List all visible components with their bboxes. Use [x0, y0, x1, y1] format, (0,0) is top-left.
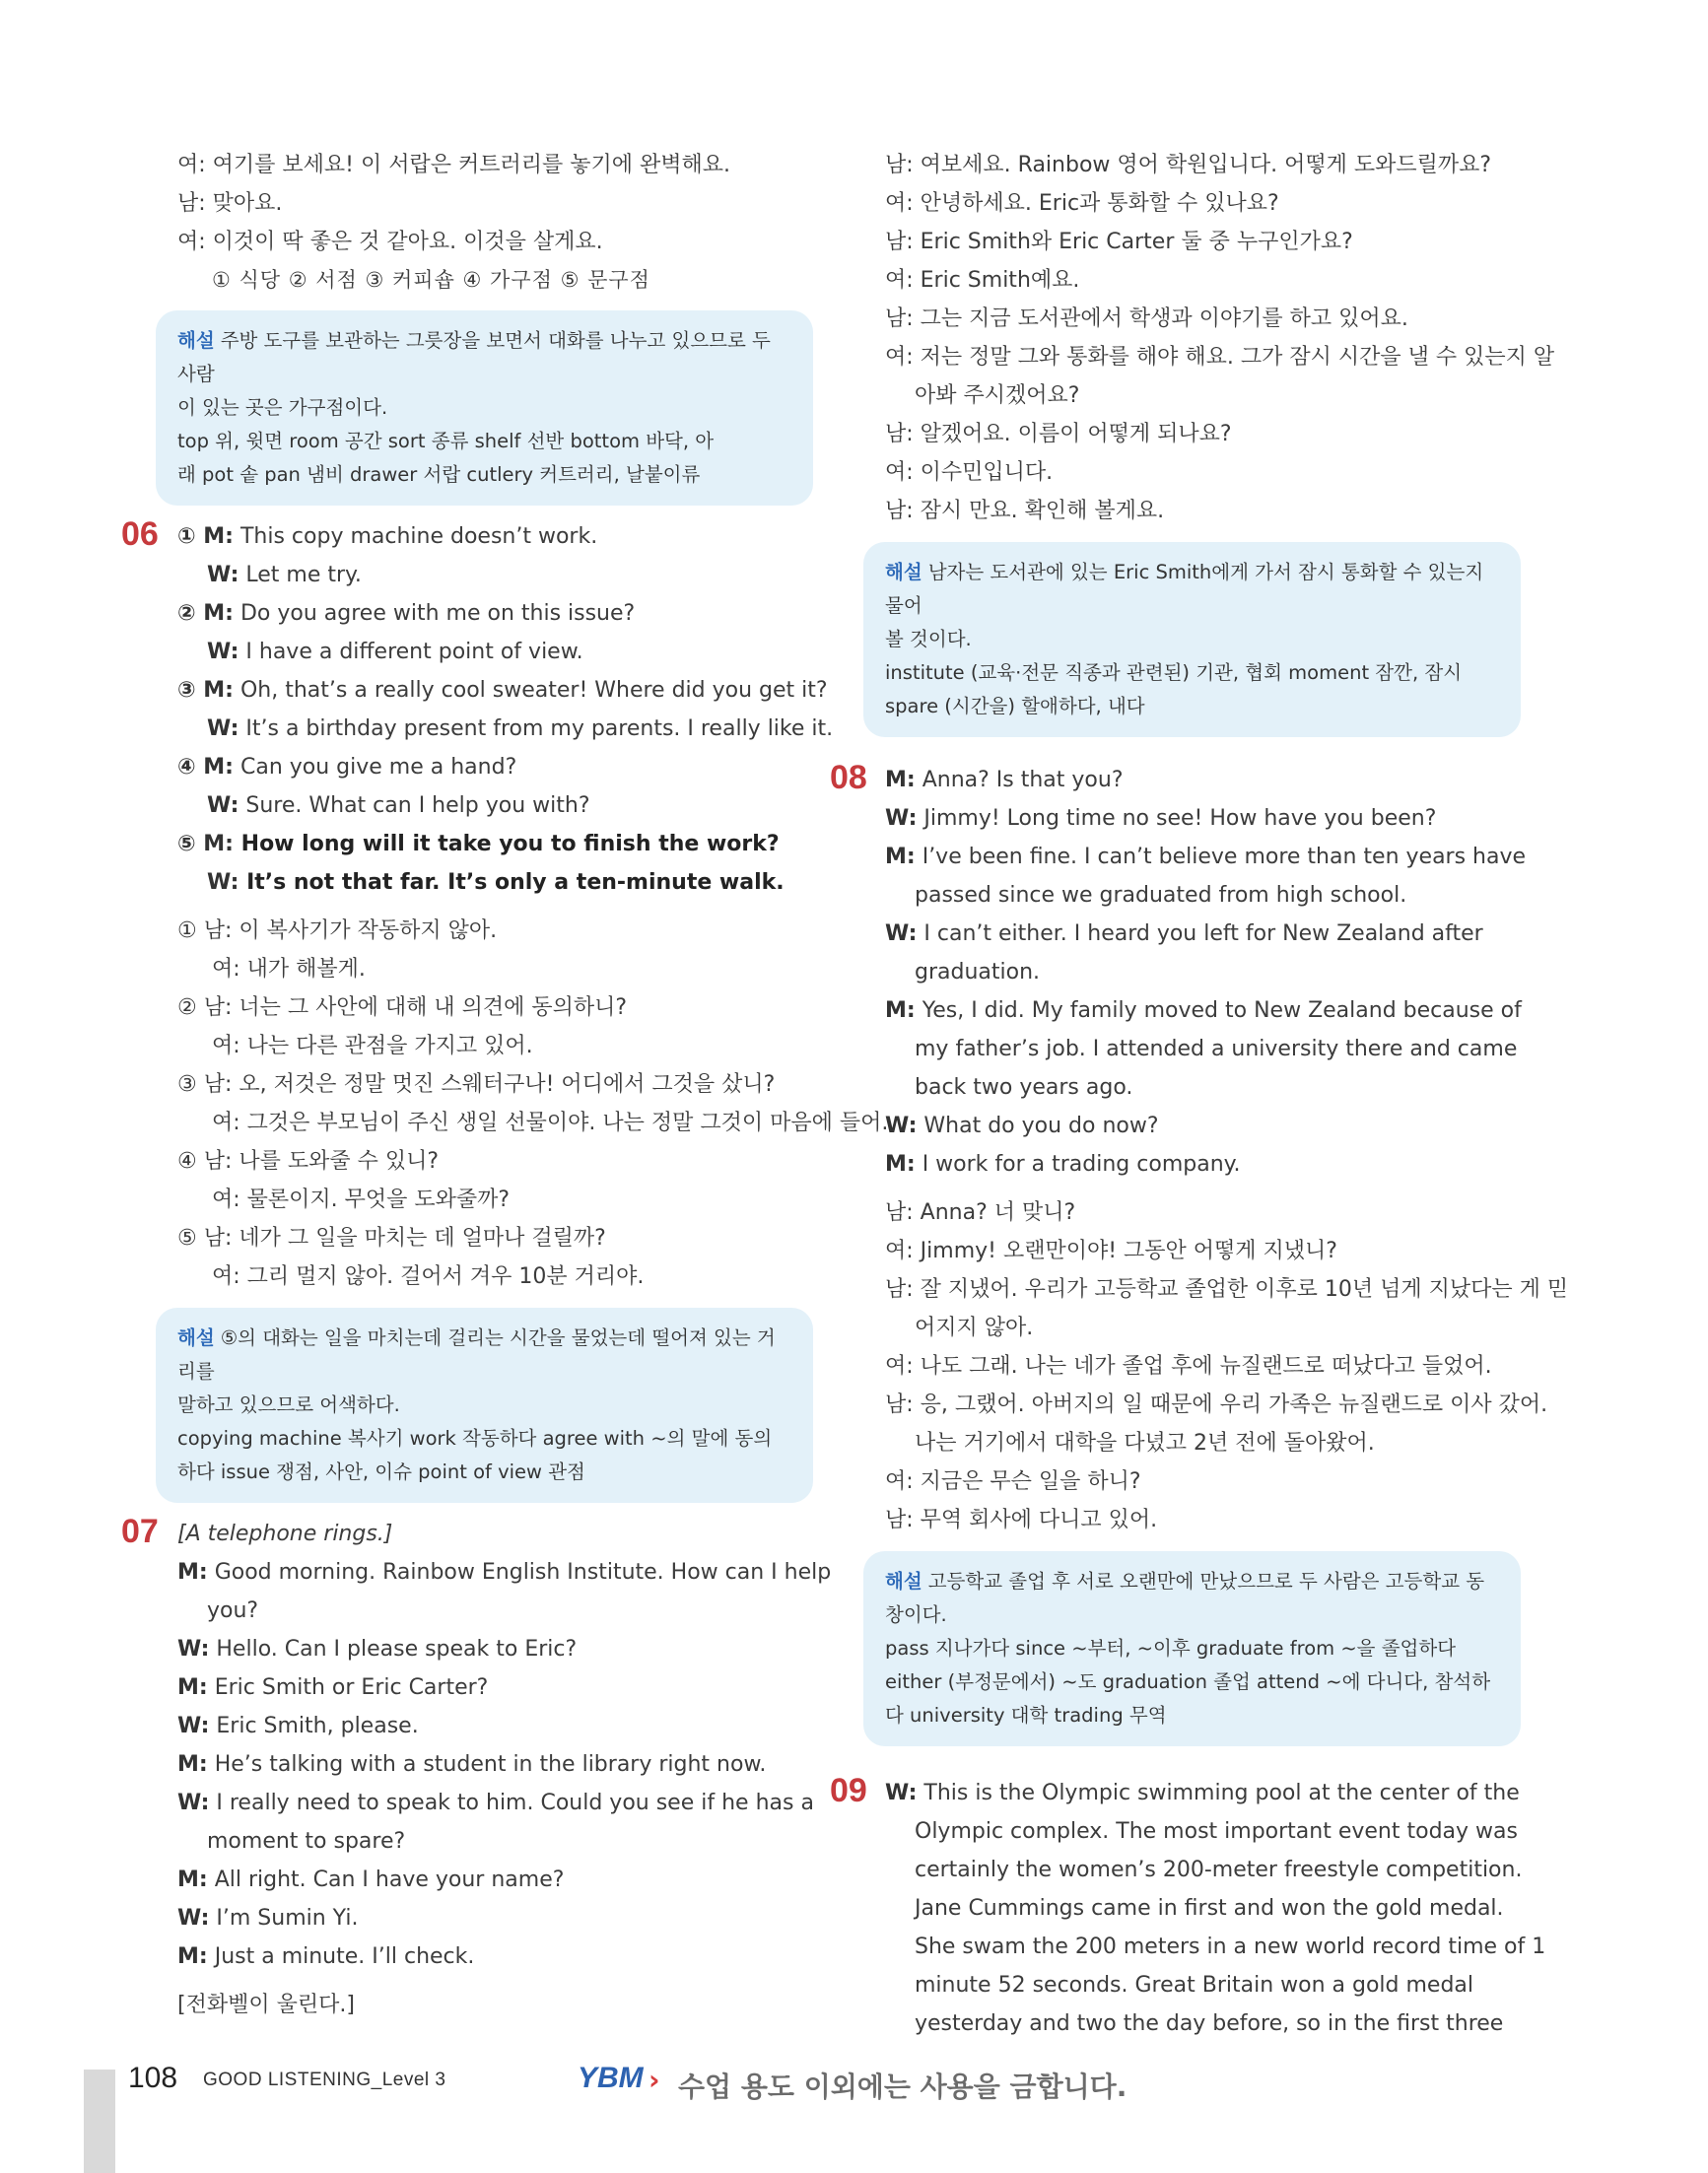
explanation-text: 말하고 있으므로 어색하다. [177, 1393, 400, 1416]
speaker-label: W: [885, 806, 918, 831]
dialogue-text: I’m Sumin Yi. [216, 1906, 359, 1931]
speaker-label: ② M: [177, 601, 234, 626]
translation-line: ③ 남: 오, 저것은 정말 멋진 스웨터구나! 어디에서 그것을 샀니? [177, 1072, 776, 1097]
dialogue-text: He’s talking with a student in the library right now. [214, 1752, 767, 1777]
translation-line: 남: 여보세요. Rainbow 영어 학원입니다. 어떻게 도와드릴까요? [885, 153, 1492, 177]
speaker-label: ④ M: [177, 755, 234, 780]
explanation-text: 고등학교 졸업 후 서로 오랜만에 만났으므로 두 사람은 고등학교 동창이다. [885, 1570, 1485, 1626]
dialogue-text: Do you agree with me on this issue? [239, 601, 636, 626]
speaker-label: W: [207, 563, 239, 587]
dialogue-text: Eric Smith or Eric Carter? [214, 1675, 489, 1700]
translation-line: 여: Eric Smith예요. [885, 268, 1080, 293]
dialogue-text: I work for a trading company. [922, 1152, 1241, 1177]
translation-line: 남: Anna? 너 맞니? [885, 1200, 1076, 1225]
dialogue-text: Can you give me a hand? [239, 755, 517, 780]
answer-choices: ① 식당 ② 서점 ③ 커피숍 ④ 가구점 ⑤ 문구점 [212, 268, 650, 292]
explanation-text: 주방 도구를 보관하는 그릇장을 보면서 대화를 나누고 있으므로 두 사람 [177, 329, 771, 385]
translation-line: ① 남: 이 복사기가 작동하지 않아. [177, 918, 498, 943]
translation-line: 여: 그리 멀지 않아. 걸어서 겨우 10분 거리야. [212, 1264, 645, 1289]
vocab-line: pass 지나가다 since ~부터, ~이후 graduate from ~을 졸업하다 [885, 1637, 1457, 1660]
question-number: 08 [830, 759, 867, 796]
speaker-label: M: [885, 998, 916, 1023]
speaker-label: ① M: [177, 524, 234, 549]
dialogue-text: I really need to speak to him. Could you see if he has a [216, 1791, 814, 1815]
question-08 [830, 759, 1569, 1746]
vocab-line: 다 university 대학 trading 무역 [885, 1704, 1167, 1727]
explanation-label: 해설 [177, 1326, 215, 1349]
translation-line: 여: 나는 다른 관점을 가지고 있어. [212, 1034, 533, 1058]
translation-line: 어지지 않아. [915, 1316, 1034, 1340]
dialogue-text: graduation. [915, 960, 1041, 985]
translation-line: 나는 거기에서 대학을 다녔고 2년 전에 돌아왔어. [915, 1431, 1375, 1456]
page-number: 108 [128, 2062, 178, 2094]
vocab-line: top 위, 윗면 room 공간 sort 종류 shelf 선반 bottom 바닥, 아 [177, 430, 715, 452]
translation-line: 여: 물론이지. 무엇을 도와줄까? [212, 1188, 511, 1212]
speaker-label: W: [885, 1781, 918, 1805]
vocab-line: copying machine 복사기 work 작동하다 agree with ~의 말에 동의 [177, 1427, 773, 1450]
vocab-line: 하다 issue 쟁점, 사안, 이슈 point of view 관점 [177, 1460, 585, 1483]
dialogue-text: I’ve been fine. I can’t believe more than ten years have [922, 845, 1527, 869]
footer-bar [84, 2070, 115, 2173]
translation-line: ④ 남: 나를 도와줄 수 있니? [177, 1149, 440, 1174]
book-title: GOOD LISTENING_Level 3 [203, 2070, 446, 2090]
speaker-label: M: [885, 768, 916, 792]
dialogue-text: Hello. Can I please speak to Eric? [216, 1637, 578, 1662]
speaker-label: W: [207, 640, 239, 664]
chevron-right-icon: › [649, 2064, 660, 2096]
dialogue-line: 여: 이것이 딱 좋은 것 같아요. 이것을 살게요. [177, 230, 603, 254]
speaker-label: W: [207, 793, 239, 818]
speaker-label: M: [885, 845, 916, 869]
explanation-label: 해설 [177, 329, 215, 352]
usage-notice: 수업 용도 이외에는 사용을 금합니다. [678, 2071, 1127, 2103]
speaker-label: W: [177, 1791, 210, 1815]
question-number: 09 [830, 1772, 867, 1809]
translation-stage: [전화벨이 울린다.] [177, 1993, 355, 2017]
dialogue-text: passed since we graduated from high school. [915, 883, 1407, 908]
translation-line: ② 남: 너는 그 사안에 대해 내 의견에 동의하니? [177, 995, 628, 1020]
speaker-label: W: [207, 870, 239, 895]
vocab-line: institute (교육·전문 직종과 관련된) 기관, 협회 moment 잠깐, 잠시 [885, 661, 1463, 684]
dialogue-line: 남: 맞아요. [177, 191, 283, 216]
explanation-box [863, 542, 1521, 737]
dialogue-text: Let me try. [245, 563, 362, 587]
translation-line: 여: 내가 해볼게. [212, 957, 366, 982]
explanation-text: ⑤의 대화는 일을 마치는데 걸리는 시간을 물었는데 떨어져 있는 거리를 [177, 1326, 776, 1383]
speaker-label: W: [885, 921, 918, 946]
speaker-label: M: [177, 1560, 208, 1585]
explanation-text: 볼 것이다. [885, 628, 972, 650]
translation-line: 아봐 주시겠어요? [915, 383, 1080, 408]
dialogue-text: What do you do now? [923, 1114, 1159, 1138]
translation-line: 남: 무역 회사에 다니고 있어. [885, 1508, 1158, 1532]
question-09 [830, 1772, 1546, 2043]
speaker-label: M: [177, 1867, 208, 1892]
dialogue-text: Good morning. Rainbow English Institute. How can I help [214, 1560, 832, 1585]
stage-direction: [A telephone rings.] [177, 1522, 393, 1546]
speaker-label: W: [177, 1637, 210, 1662]
question-number: 07 [121, 1513, 159, 1550]
speaker-label: ⑤ M: [177, 832, 234, 856]
vocab-line: either (부정문에서) ~도 graduation 졸업 attend ~에 다니다, 참석하 [885, 1670, 1491, 1693]
dialogue-text: All right. Can I have your name? [214, 1867, 565, 1892]
translation-line: 남: 잠시 만요. 확인해 볼게요. [885, 499, 1165, 523]
dialogue-text: It’s a birthday present from my parents. I really like it. [245, 716, 834, 741]
dialogue-text: Just a minute. I’ll check. [214, 1944, 475, 1969]
speaker-label: M: [177, 1944, 208, 1969]
dialogue-text: back two years ago. [915, 1075, 1133, 1100]
vocab-line: 래 pot 솥 pan 냄비 drawer 서랍 cutlery 커트러리, 날붙이류 [177, 463, 701, 486]
speaker-label: W: [177, 1714, 210, 1738]
question-number: 06 [121, 515, 159, 553]
translation-line: 남: Eric Smith와 Eric Carter 둘 중 누구인가요? [885, 230, 1353, 254]
translation-line: 여: Jimmy! 오랜만이야! 그동안 어떻게 지냈니? [885, 1239, 1337, 1263]
dialogue-text: moment to spare? [207, 1829, 406, 1854]
monologue-text: yesterday and two the day before, so in the first three [915, 2011, 1504, 2036]
dialogue-text: Eric Smith, please. [216, 1714, 419, 1738]
right-column [830, 146, 1569, 2043]
explanation-box [156, 310, 813, 506]
explanation-label: 해설 [885, 561, 922, 583]
explanation-label: 해설 [885, 1570, 922, 1593]
translation-line: 남: 잘 지냈어. 우리가 고등학교 졸업한 이후로 10년 넘게 지났다는 게 믿 [885, 1277, 1569, 1302]
monologue-text: minute 52 seconds. Great Britain won a gold medal [915, 1973, 1474, 1998]
speaker-label: W: [207, 716, 239, 741]
monologue-text: certainly the women’s 200-meter freestyle competition. [915, 1858, 1523, 1882]
dialogue-text: Yes, I did. My family moved to New Zealand because of [922, 998, 1522, 1023]
explanation-box [156, 1308, 813, 1503]
ybm-logo: YBM [578, 2062, 644, 2094]
dialogue-line: 여: 여기를 보세요! 이 서랍은 커트러리를 놓기에 완벽해요. [177, 153, 730, 177]
explanation-text: 남자는 도서관에 있는 Eric Smith에게 가서 잠시 통화할 수 있는지 물어 [885, 561, 1484, 617]
dialogue-text: How long will it take you to finish the work? [240, 832, 780, 856]
dialogue-text: This copy machine doesn’t work. [239, 524, 598, 549]
translation-line: 여: 이수민입니다. [885, 460, 1054, 485]
speaker-label: M: [177, 1752, 208, 1777]
vocab-line: spare (시간을) 할애하다, 내다 [885, 695, 1145, 717]
dialogue-text: Anna? Is that you? [922, 768, 1124, 792]
translation-line: 여: 지금은 무슨 일을 하니? [885, 1469, 1141, 1494]
dialogue-text: I can’t either. I heard you left for New Zealand after [923, 921, 1483, 946]
speaker-label: ③ M: [177, 678, 234, 703]
dialogue-text: Sure. What can I help you with? [245, 793, 590, 818]
speaker-label: M: [177, 1675, 208, 1700]
explanation-text: 이 있는 곳은 가구점이다. [177, 396, 388, 419]
translation-line: 남: 그는 지금 도서관에서 학생과 이야기를 하고 있어요. [885, 306, 1408, 331]
monologue-text: Olympic complex. The most important event today was [915, 1819, 1518, 1844]
translation-line: ⑤ 남: 네가 그 일을 마치는 데 얼마나 걸릴까? [177, 1226, 606, 1251]
monologue-text: Jane Cummings came in first and won the gold medal. [915, 1896, 1504, 1921]
dialogue-text: It’s not that far. It’s only a ten-minute walk. [246, 870, 785, 895]
monologue-text: This is the Olympic swimming pool at the center of the [923, 1781, 1520, 1805]
question-07 [121, 1513, 832, 2024]
speaker-label: W: [885, 1114, 918, 1138]
speaker-label: M: [885, 1152, 916, 1177]
dialogue-text: you? [207, 1598, 259, 1623]
speaker-label: W: [177, 1906, 210, 1931]
dialogue-text: my father’s job. I attended a university there and came [915, 1037, 1518, 1061]
translation-line: 여: 그것은 부모님이 주신 생일 선물이야. 나는 정말 그것이 마음에 들어. [212, 1111, 889, 1135]
dialogue-text: Jimmy! Long time no see! How have you been? [923, 806, 1437, 831]
translation-line: 여: 나도 그래. 나는 네가 졸업 후에 뉴질랜드로 떠났다고 들었어. [885, 1354, 1492, 1379]
translation-line: 남: 응, 그랬어. 아버지의 일 때문에 우리 가족은 뉴질랜드로 이사 갔어. [885, 1392, 1548, 1417]
translation-line: 여: 안녕하세요. Eric과 통화할 수 있나요? [885, 191, 1279, 216]
translation-line: 남: 알겠어요. 이름이 어떻게 되나요? [885, 422, 1232, 446]
dialogue-text: Oh, that’s a really cool sweater! Where did you get it? [239, 678, 828, 703]
monologue-text: She swam the 200 meters in a new world record time of 1 [915, 1935, 1546, 1959]
explanation-box [863, 1551, 1521, 1746]
dialogue-text: I have a different point of view. [245, 640, 583, 664]
translation-line: 여: 저는 정말 그와 통화를 해야 해요. 그가 잠시 시간을 낼 수 있는지 알 [885, 345, 1555, 370]
